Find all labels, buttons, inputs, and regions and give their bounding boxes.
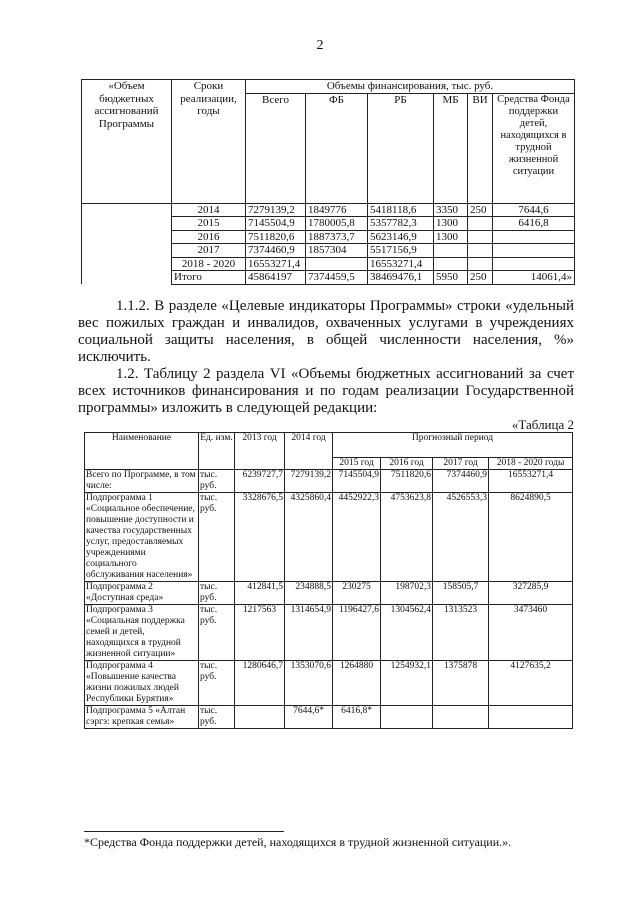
- t1-total: 7145504,9: [246, 217, 306, 231]
- t2-name: Подпрограмма 4 «Повышение качества жизни пожилых людей Республики Бурятия»: [85, 661, 199, 706]
- t1-vi: [468, 217, 493, 231]
- t1-rb: 5623146,9: [368, 230, 434, 244]
- t1-vi: 250: [468, 271, 493, 285]
- t2-2013: [235, 706, 285, 729]
- t2-2014: 7279139,2: [285, 470, 333, 493]
- t1-mb: [434, 257, 468, 271]
- t1-fb: 1849776: [306, 203, 368, 217]
- t1-total: 45864197: [246, 271, 306, 285]
- t1-header-rb: РБ: [368, 93, 434, 203]
- t2-unit: тыс. руб.: [199, 493, 235, 582]
- t2-2015: 7145504,9: [333, 470, 381, 493]
- t1-header-fund: Средства Фонда поддержки детей, находящихся в трудной жизненной ситуации: [493, 93, 575, 203]
- t1-rb: 5357782,3: [368, 217, 434, 231]
- t1-fund: [493, 257, 575, 271]
- t1-year: 2015: [172, 217, 246, 231]
- t1-fb: [306, 257, 368, 271]
- table-row: [85, 493, 573, 582]
- t2-2018-2020: 8624890,5: [489, 493, 573, 582]
- t1-total: 16553271,4: [246, 257, 306, 271]
- t2-2015: 1264880: [333, 661, 381, 706]
- t2-2017: 7374460,9: [433, 470, 489, 493]
- t1-mb: 1300: [434, 230, 468, 244]
- t2-header-unit: Ед. изм.: [199, 433, 235, 470]
- t2-2017: 1375878: [433, 661, 489, 706]
- t1-header-vi: ВИ: [468, 93, 493, 203]
- t2-2018-2020: 327285,9: [489, 582, 573, 605]
- t1-fund: [493, 244, 575, 258]
- t2-2015: 6416,8*: [333, 706, 381, 729]
- t2-unit: тыс. руб.: [199, 582, 235, 605]
- t2-2014: 234888,5: [285, 582, 333, 605]
- t2-2018-2020: [489, 706, 573, 729]
- t2-2018-2020: 16553271,4: [489, 470, 573, 493]
- t2-header-2018-2020: 2018 - 2020 годы: [489, 458, 573, 470]
- t1-year: 2018 - 2020: [172, 257, 246, 271]
- t1-vi: 250: [468, 203, 493, 217]
- funding-volume-table: [81, 79, 575, 285]
- page-number: 2: [316, 38, 324, 53]
- t2-header-2017: 2017 год: [433, 458, 489, 470]
- t1-year: 2016: [172, 230, 246, 244]
- t2-header-2013: 2013 год: [235, 433, 285, 470]
- t1-year: 2017: [172, 244, 246, 258]
- t1-rb: 38469476,1: [368, 271, 434, 285]
- t2-2014: 7644,6*: [285, 706, 333, 729]
- t1-fund: 14061,4»: [493, 271, 575, 285]
- t1-vi: [468, 230, 493, 244]
- t1-vi: [468, 244, 493, 258]
- t2-2016: 7511820,6: [381, 470, 433, 493]
- t1-year: Итого: [172, 271, 246, 285]
- t1-rb: 5517156,9: [368, 244, 434, 258]
- t2-2013: 6239727,7: [235, 470, 285, 493]
- t2-unit: тыс. руб.: [199, 706, 235, 729]
- t2-2014: 1314654,9: [285, 605, 333, 661]
- t2-2013: 1217563: [235, 605, 285, 661]
- t2-unit: тыс. руб.: [199, 470, 235, 493]
- t1-fb: 7374459,5: [306, 271, 368, 285]
- t2-name: Всего по Программе, в том числе:: [85, 470, 199, 493]
- paragraph-1-2: 1.2. Таблицу 2 раздела VI «Объемы бюджетных ассигнований за счет всех источников финансирования и по годам реализации Государственной программы» изложить в следующей редакции:: [78, 366, 574, 416]
- t1-header-fb: ФБ: [306, 93, 368, 203]
- t1-year: 2014: [172, 203, 246, 217]
- t2-2013: 412841,5: [235, 582, 285, 605]
- t1-header-group: Объемы финансирования, тыс. руб.: [246, 80, 575, 94]
- t2-2016: [381, 706, 433, 729]
- t1-fund: [493, 230, 575, 244]
- t1-total: 7279139,2: [246, 203, 306, 217]
- t2-2016: 4753623,8: [381, 493, 433, 582]
- table-row: [85, 661, 573, 706]
- t2-unit: тыс. руб.: [199, 605, 235, 661]
- t1-mb: 5950: [434, 271, 468, 285]
- t1-header-label: «Объем бюджетных ассигнований Программы: [82, 80, 172, 204]
- t1-total: 7511820,6: [246, 230, 306, 244]
- table-row: [82, 203, 575, 217]
- t2-name: Подпрограмма 5 «Алтан сэргэ: крепкая семья»: [85, 706, 199, 729]
- t1-mb: 1300: [434, 217, 468, 231]
- t2-2013: 3328676,5: [235, 493, 285, 582]
- t2-name: Подпрограмма 2 «Доступная среда»: [85, 582, 199, 605]
- t1-rb: 16553271,4: [368, 257, 434, 271]
- t1-mb: 3350: [434, 203, 468, 217]
- t2-2015: 230275: [333, 582, 381, 605]
- paragraph-1-1-2: 1.1.2. В разделе «Целевые индикаторы Программы» строки «удельный вес пожилых граждан и инвалидов, охваченных услугами в учреждениях социальной защиты населения, в общей численности населения, %» исключить.: [78, 298, 574, 365]
- t2-2017: [433, 706, 489, 729]
- t2-2016: 1254932,1: [381, 661, 433, 706]
- t2-2016: 1304562,4: [381, 605, 433, 661]
- table-row: [85, 470, 573, 493]
- t2-2013: 1280646,7: [235, 661, 285, 706]
- t2-header-forecast: Прогнозный период: [333, 433, 573, 458]
- t2-unit: тыс. руб.: [199, 661, 235, 706]
- t2-header-2014: 2014 год: [285, 433, 333, 470]
- t2-2016: 198702,3: [381, 582, 433, 605]
- t2-name: Подпрограмма 1 «Социальное обеспечение, повышение доступности и качества государственных услуг, предоставляемых учреждениями социального обслуживания населения»: [85, 493, 199, 582]
- t2-2017: 158505,7: [433, 582, 489, 605]
- t1-header-total: Всего: [246, 93, 306, 203]
- t1-fb: 1857304: [306, 244, 368, 258]
- t2-header-2015: 2015 год: [333, 458, 381, 470]
- t1-fb: 1780005,8: [306, 217, 368, 231]
- table-row: [85, 605, 573, 661]
- t1-header-terms: Сроки реализации, годы: [172, 80, 246, 204]
- t2-header-2016: 2016 год: [381, 458, 433, 470]
- t1-fb: 1887373,7: [306, 230, 368, 244]
- t1-label-cell-empty: [82, 203, 172, 284]
- footnote: *Средства Фонда поддержки детей, находящихся в трудной жизненной ситуации.».: [84, 835, 512, 849]
- t2-2017: 1313523: [433, 605, 489, 661]
- table-row: [85, 582, 573, 605]
- t1-rb: 5418118,6: [368, 203, 434, 217]
- t1-fund: 7644,6: [493, 203, 575, 217]
- footnote-divider: [84, 831, 284, 832]
- t2-header-name: Наименование: [85, 433, 199, 470]
- budget-allocation-table: [84, 432, 573, 729]
- t2-2015: 1196427,6: [333, 605, 381, 661]
- t2-2017: 4526553,3: [433, 493, 489, 582]
- t1-mb: [434, 244, 468, 258]
- t2-name: Подпрограмма 3 «Социальная поддержка семей и детей, находящихся в трудной жизненной ситуации»: [85, 605, 199, 661]
- t2-2014: 4325860,4: [285, 493, 333, 582]
- table-row: [85, 706, 573, 729]
- t2-2018-2020: 4127635,2: [489, 661, 573, 706]
- t1-fund: 6416,8: [493, 217, 575, 231]
- t2-2014: 1353070,6: [285, 661, 333, 706]
- t2-2015: 4452922,3: [333, 493, 381, 582]
- table2-caption: «Таблица 2: [511, 417, 574, 432]
- t1-total: 7374460,9: [246, 244, 306, 258]
- t1-header-mb: МБ: [434, 93, 468, 203]
- t1-vi: [468, 257, 493, 271]
- t2-2018-2020: 3473460: [489, 605, 573, 661]
